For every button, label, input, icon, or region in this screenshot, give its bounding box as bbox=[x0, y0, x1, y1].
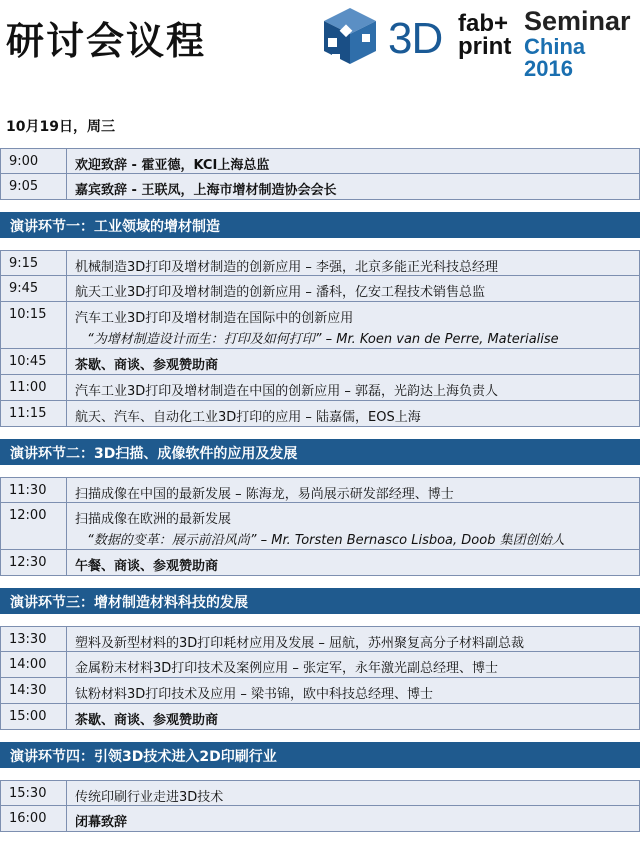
agenda-text: 钛粉材料3D打印技术及应用 – 梁书锦，欧中科技总经理、博士 bbox=[75, 687, 434, 702]
agenda-time: 11:30 bbox=[1, 478, 67, 502]
logo-china-text: China 2016 bbox=[524, 34, 586, 81]
logo-3d-text: 3D bbox=[388, 14, 443, 63]
agenda-time: 10:15 bbox=[1, 302, 67, 348]
agenda-row bbox=[0, 375, 640, 401]
agenda-text: 闭幕致辞 bbox=[75, 815, 128, 830]
agenda-row bbox=[0, 174, 640, 200]
agenda-time: 13:30 bbox=[1, 627, 67, 651]
agenda-time: 10:45 bbox=[1, 349, 67, 374]
agenda-text: 塑料及新型材料的3D打印耗材应用及发展 – 屈航，苏州聚复高分子材料副总裁 bbox=[75, 636, 525, 651]
session-header: 演讲环节四：引领3D技术进入2D印刷行业 bbox=[0, 742, 640, 768]
agenda-schedule bbox=[0, 148, 640, 832]
agenda-date: 10月19日，周三 bbox=[6, 119, 115, 135]
agenda-time: 14:00 bbox=[1, 652, 67, 677]
agenda-text: 传统印刷行业走进3D技术 bbox=[75, 790, 224, 805]
agenda-time: 15:00 bbox=[1, 704, 67, 729]
logo-fab-text: fab+ bbox=[458, 10, 509, 37]
agenda-text: 航天、汽车、自动化工业3D打印的应用 – 陆嘉儒，EOS上海 bbox=[75, 410, 421, 425]
agenda-text: 欢迎致辞 - 霍亚德，KCI上海总监 bbox=[75, 158, 270, 173]
agenda-time: 9:45 bbox=[1, 276, 67, 301]
logo-print-text: print bbox=[458, 33, 512, 60]
agenda-row bbox=[0, 276, 640, 302]
agenda-row bbox=[0, 678, 640, 704]
agenda-subtext: “为增材制造设计而生：打印及如何打印” – Mr. Koen van de Perre, Materialise bbox=[87, 332, 559, 347]
agenda-text: 茶歇、商谈、参观赞助商 bbox=[75, 358, 219, 373]
agenda-time: 9:05 bbox=[1, 174, 67, 199]
agenda-row bbox=[0, 652, 640, 678]
logo-seminar-text: Seminar bbox=[524, 6, 631, 36]
agenda-text: 机械制造3D打印及增材制造的创新应用 – 李强，北京多能正光科技总经理 bbox=[75, 260, 499, 275]
agenda-time: 14:30 bbox=[1, 678, 67, 703]
agenda-subtext: “数据的变革：展示前沿风尚” – Mr. Torsten Bernasco Lisboa, Doob 集团创始人 bbox=[87, 533, 565, 548]
agenda-text-block bbox=[67, 302, 639, 348]
agenda-text: 航天工业3D打印及增材制造的创新应用 – 潘科，亿安工程技术销售总监 bbox=[75, 285, 486, 300]
agenda-text: 嘉宾致辞 - 王联凤，上海市增材制造协会会长 bbox=[75, 183, 337, 198]
session-header: 演讲环节一：工业领域的增材制造 bbox=[0, 212, 640, 238]
agenda-text: 金属粉末材料3D打印技术及案例应用 – 张定军，永年激光副总经理、博士 bbox=[75, 661, 499, 676]
agenda-text-block bbox=[67, 503, 639, 549]
session-header: 演讲环节三：增材制造材料科技的发展 bbox=[0, 588, 640, 614]
agenda-time: 9:15 bbox=[1, 251, 67, 275]
agenda-time: 11:15 bbox=[1, 401, 67, 426]
agenda-text: 扫描成像在中国的最新发展 – 陈海龙，易尚展示研发部经理、博士 bbox=[75, 487, 454, 502]
session-header: 演讲环节二：3D扫描、成像软件的应用及发展 bbox=[0, 439, 640, 465]
agenda-time: 11:00 bbox=[1, 375, 67, 400]
agenda-time: 9:00 bbox=[1, 149, 67, 173]
agenda-row bbox=[0, 349, 640, 375]
agenda-time: 15:30 bbox=[1, 781, 67, 805]
cube-logo-icon bbox=[318, 4, 382, 68]
agenda-row bbox=[0, 148, 640, 174]
agenda-text: 午餐、商谈、参观赞助商 bbox=[75, 559, 219, 574]
agenda-row bbox=[0, 503, 640, 550]
agenda-time: 16:00 bbox=[1, 806, 67, 831]
agenda-text: 扫描成像在欧洲的最新发展 bbox=[75, 512, 232, 527]
agenda-row bbox=[0, 780, 640, 806]
agenda-row bbox=[0, 550, 640, 576]
agenda-row bbox=[0, 302, 640, 349]
agenda-text: 汽车工业3D打印及增材制造在中国的创新应用 – 郭磊，光韵达上海负责人 bbox=[75, 384, 499, 399]
agenda-row bbox=[0, 704, 640, 730]
agenda-row bbox=[0, 806, 640, 832]
fabprint-logo bbox=[318, 2, 638, 81]
agenda-text: 茶歇、商谈、参观赞助商 bbox=[75, 713, 219, 728]
agenda-row bbox=[0, 477, 640, 503]
agenda-row bbox=[0, 250, 640, 276]
agenda-row bbox=[0, 401, 640, 427]
agenda-text: 汽车工业3D打印及增材制造在国际中的创新应用 bbox=[75, 311, 354, 326]
agenda-time: 12:30 bbox=[1, 550, 67, 575]
page-title: 研讨会议程 bbox=[6, 19, 207, 63]
agenda-row bbox=[0, 626, 640, 652]
agenda-time: 12:00 bbox=[1, 503, 67, 549]
